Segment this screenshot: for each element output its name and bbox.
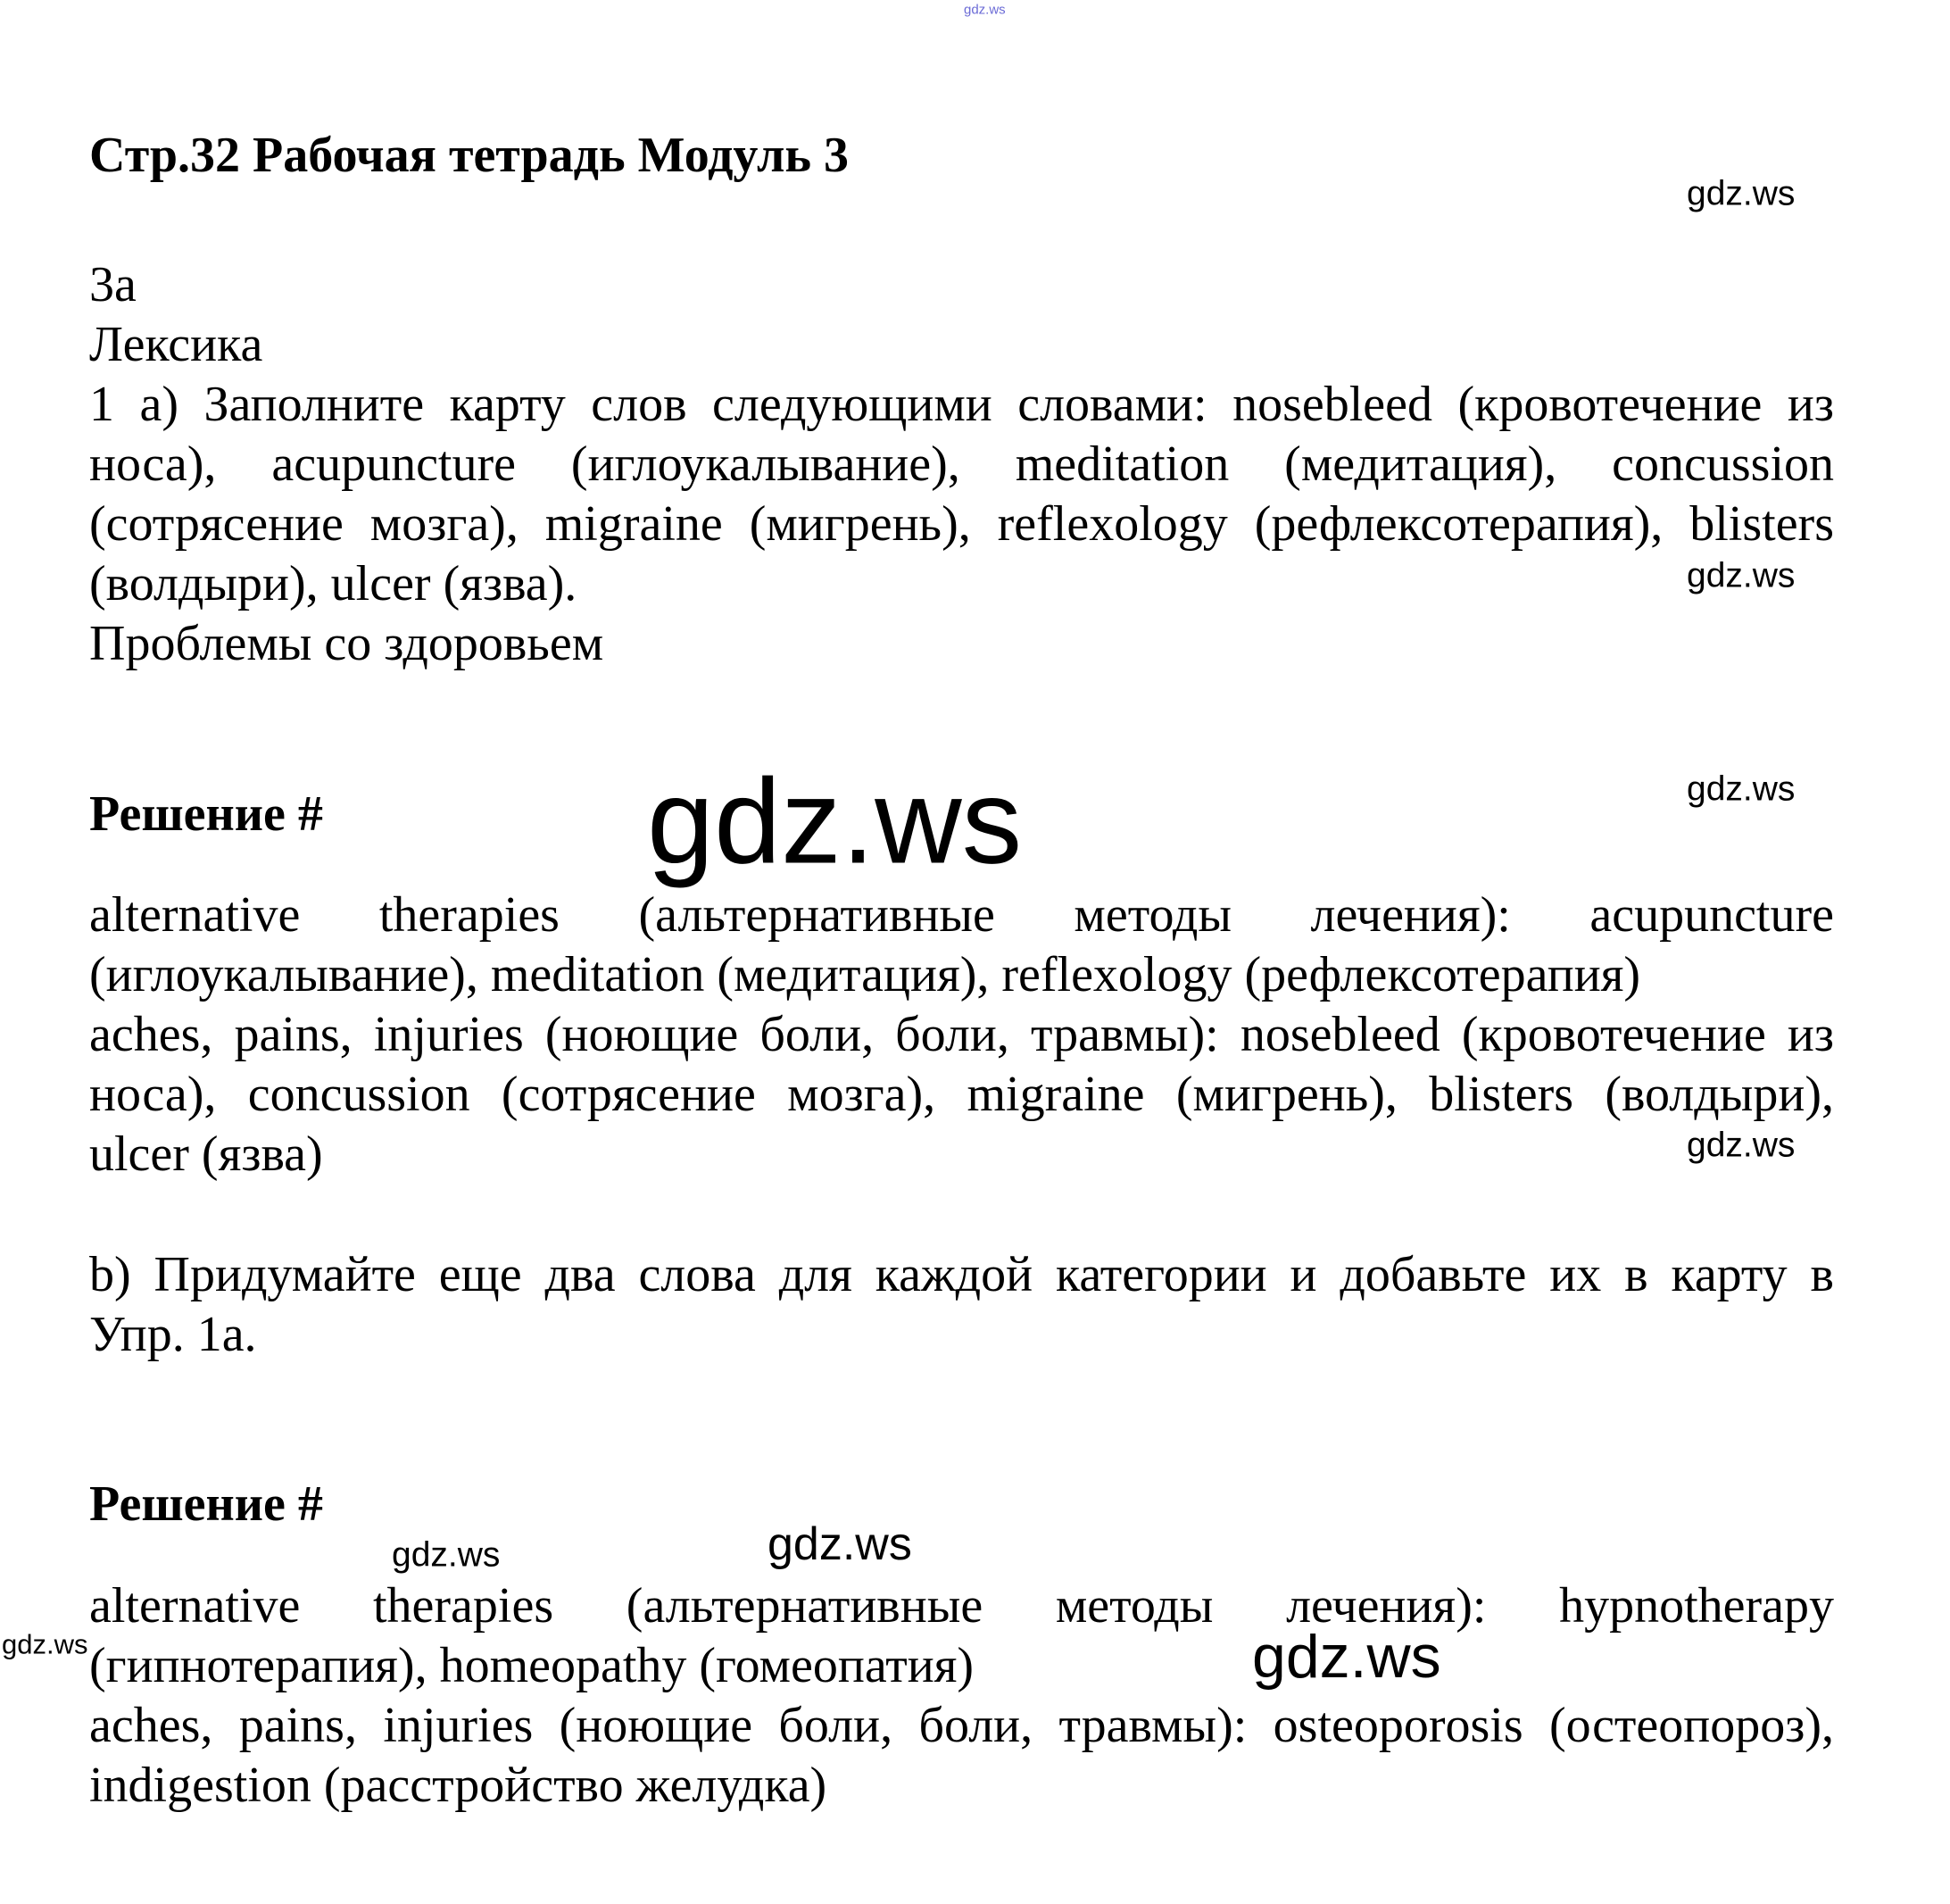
watermark: gdz.ws — [1687, 174, 1796, 213]
text-line: ulcer (язва) — [89, 1127, 323, 1182]
watermark-top: gdz.ws — [964, 2, 1006, 18]
watermark: gdz.ws — [2, 1628, 88, 1660]
watermark: gdz.ws — [392, 1535, 501, 1575]
solution-2 — [89, 1576, 1834, 1816]
watermark: gdz.ws — [768, 1518, 912, 1570]
text-line: носа), acupuncture (иглоукалывание), meditation (медитация), concussion — [89, 437, 1834, 492]
text-line: indigestion (расстройство желудка) — [89, 1758, 827, 1813]
text-line: alternative therapies (альтернативные методы лечения): hypnotherapy — [89, 1578, 1834, 1634]
solution-heading-2: Решение # — [89, 1476, 323, 1532]
text-line: (гипнотерапия), homeopathy (гомеопатия) — [89, 1638, 975, 1693]
text-line: (иглоукалывание), meditation (медитация), reflexology (рефлексотерапия) — [89, 947, 1641, 1002]
watermark-large: gdz.ws — [647, 753, 1023, 889]
text-line: aches, pains, injuries (ноющие боли, боли, травмы): nosebleed (кровотечение из — [89, 1007, 1834, 1062]
text-line: b) Придумайте еще два слова для каждой категории и добавьте их в карту в — [89, 1247, 1834, 1302]
text-line: Упр. 1a. — [89, 1307, 257, 1362]
solution-1 — [89, 885, 1834, 1185]
exercise-intro — [89, 255, 1834, 674]
text-line: (волдыри), ulcer (язва). — [89, 556, 577, 611]
text-line: 3a — [89, 257, 137, 312]
page-title: Стр.32 Рабочая тетрадь Модуль 3 — [89, 128, 850, 183]
task-b — [89, 1245, 1834, 1365]
watermark: gdz.ws — [1687, 769, 1796, 809]
text-line: (сотрясение мозга), migraine (мигрень), reflexology (рефлексотерапия), blisters — [89, 496, 1834, 552]
watermark: gdz.ws — [1687, 556, 1796, 595]
watermark: gdz.ws — [1687, 1126, 1796, 1165]
text-line: Лексика — [89, 317, 263, 372]
solution-heading-1: Решение # — [89, 786, 323, 842]
text-line: aches, pains, injuries (ноющие боли, боли, травмы): osteoporosis (остеопороз), — [89, 1698, 1834, 1753]
text-line: 1 а) Заполните карту слов следующими словами: nosebleed (кровотечение из — [89, 377, 1834, 432]
text-line: Проблемы со здоровьем — [89, 616, 604, 671]
watermark: gdz.ws — [1252, 1623, 1441, 1691]
text-line: alternative therapies (альтернативные методы лечения): acupuncture — [89, 887, 1834, 943]
text-line: носа), concussion (сотрясение мозга), migraine (мигрень), blisters (волдыри), — [89, 1067, 1834, 1122]
